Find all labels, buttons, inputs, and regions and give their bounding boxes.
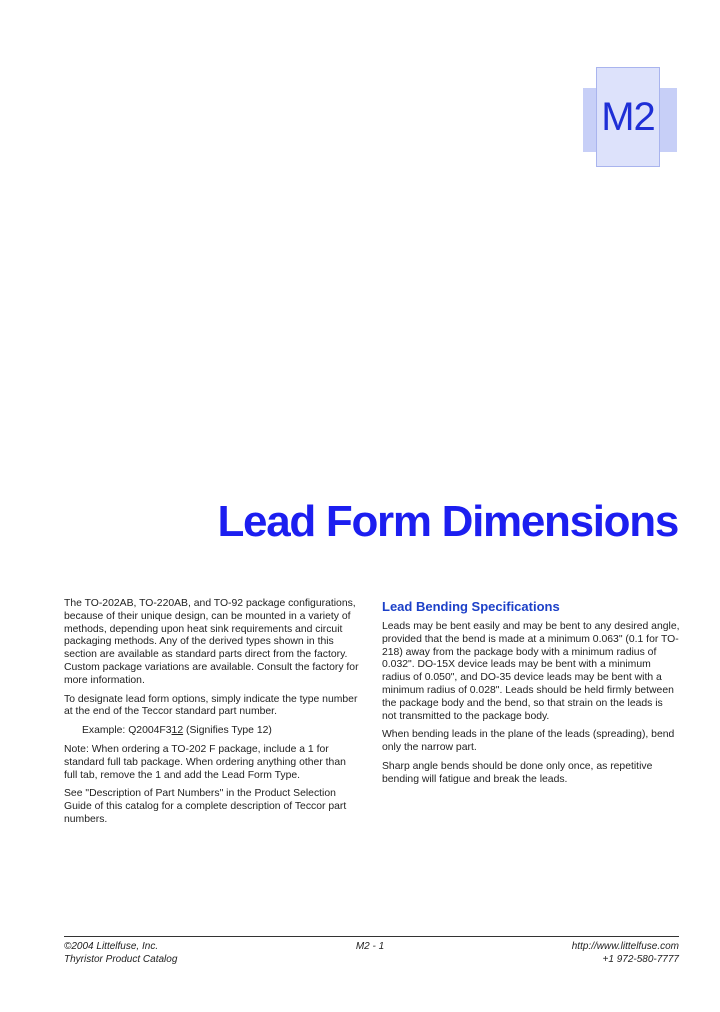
- footer-page-number: M2 - 1: [355, 941, 385, 952]
- footer-url[interactable]: http://www.littelfuse.com: [571, 941, 679, 952]
- intro-paragraph: The TO-202AB, TO-220AB, and TO-92 package configurations, because of their unique design, can be mounted in a variety of methods, depending upon heat sink requirements and circuit packaging methods. Any of the derived types shown in this section are available as standard parts direct from the factory. Custom package variations are available. Consult the factory for more information.: [64, 598, 359, 686]
- footer-catalog: Thyristor Product Catalog: [64, 954, 178, 965]
- designate-paragraph: To designate lead form options, simply indicate the type number at the end of the Teccor standard part number.: [64, 693, 358, 718]
- lead-bending-paragraph: Leads may be bent easily and may be bent to any desired angle, provided that the bend is made at a minimum 0.063" (0.1 for TO-218) away from the package body with a minimum radius of 0.032". DO-15X device leads may be bent with a minimum radius of 0.050", and DO-35 device leads may be bent with a minimum radius of 0.028". Leads should be held firmly between the package body and the bend, so that strain on the leads is not transmitted to the package body.: [382, 621, 680, 722]
- page-title: Lead Form Dimensions: [217, 497, 678, 546]
- footer-phone: +1 972-580-7777: [602, 954, 679, 965]
- sharp-bends-paragraph: Sharp angle bends should be done only once, as repetitive bending will fatigue and break the leads.: [382, 760, 653, 785]
- example-note: (Signifies Type 12): [186, 725, 272, 737]
- example-part-prefix: Q2004F3: [128, 725, 172, 737]
- footer-center: [330, 940, 410, 953]
- footer-divider: [64, 936, 679, 937]
- note-paragraph: Note: When ordering a TO-202 F package, include a 1 for standard full tab package. When ordering anything other than full tab, remove the 1 and add the Lead Form Type.: [64, 743, 346, 781]
- example-label: Example:: [82, 725, 126, 737]
- footer-right: [572, 940, 679, 966]
- example-line: [64, 725, 360, 738]
- example-part-type: 12: [171, 725, 184, 737]
- section-tab-label: M2: [601, 95, 655, 139]
- see-paragraph: See "Description of Part Numbers" in the Product Selection Guide of this catalog for a complete description of Teccor part numbers.: [64, 788, 347, 825]
- footer-left: [64, 940, 177, 966]
- left-column: [64, 598, 360, 833]
- footer-copyright: ©2004 Littelfuse, Inc.: [64, 941, 159, 952]
- spreading-paragraph: When bending leads in the plane of the leads (spreading), bend only the narrow part.: [382, 729, 675, 754]
- section-heading: Lead Bending Specifications: [382, 599, 560, 614]
- right-column: [382, 599, 680, 793]
